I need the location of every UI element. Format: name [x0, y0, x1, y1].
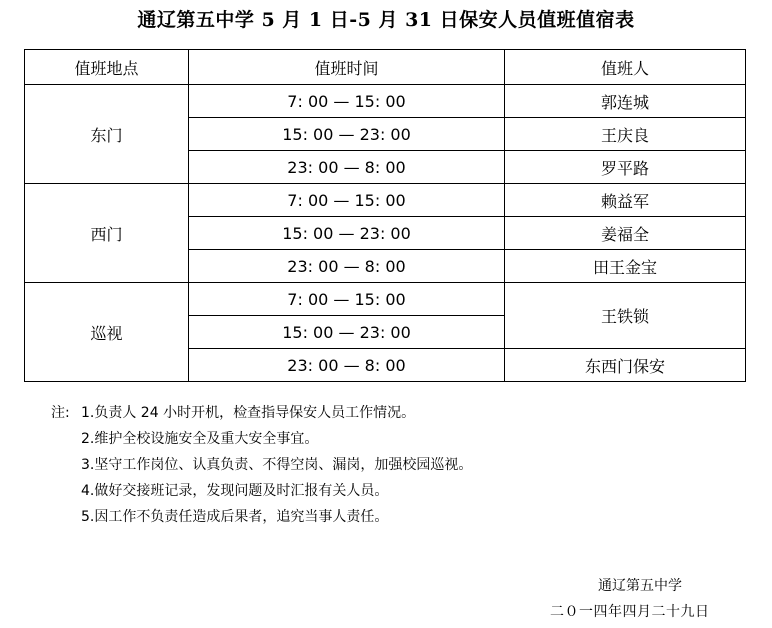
location-cell-west-gate: 西门 — [25, 184, 189, 283]
document-title: 通辽第五中学 5 月 1 日-5 月 31 日保安人员值班值宿表 — [137, 9, 635, 31]
location-cell-patrol: 巡视 — [25, 283, 189, 382]
table-row — [25, 283, 746, 316]
time-cell: 7: 00 — 15: 00 — [189, 283, 505, 316]
note-item: 2.维护全校设施安全及重大安全事宜。 — [81, 431, 319, 447]
note-text: 1.负责人 24 小时开机，检查指导保安人员工作情况。 — [81, 405, 416, 421]
location-cell-east-gate: 东门 — [25, 85, 189, 184]
time-cell: 15: 00 — 23: 00 — [189, 118, 505, 151]
signature-block — [540, 573, 732, 625]
table-row — [25, 85, 746, 118]
table-header-row — [25, 50, 746, 85]
time-cell: 15: 00 — 23: 00 — [189, 217, 505, 250]
time-cell: 15: 00 — 23: 00 — [189, 316, 505, 349]
person-cell: 东西门保安 — [505, 349, 746, 382]
header-location: 值班地点 — [25, 50, 189, 85]
signature-school: 通辽第五中学 — [598, 578, 682, 594]
notes-label: 注: — [51, 405, 70, 421]
time-cell: 7: 00 — 15: 00 — [189, 85, 505, 118]
person-cell: 郭连城 — [505, 85, 746, 118]
header-time: 值班时间 — [189, 50, 505, 85]
time-cell: 23: 00 — 8: 00 — [189, 151, 505, 184]
note-item: 4.做好交接班记录，发现问题及时汇报有关人员。 — [81, 483, 389, 499]
header-person: 值班人 — [505, 50, 746, 85]
time-cell: 23: 00 — 8: 00 — [189, 250, 505, 283]
notes-section — [51, 400, 472, 530]
duty-schedule-table — [24, 49, 746, 382]
time-cell: 23: 00 — 8: 00 — [189, 349, 505, 382]
signature-date: 二０一四年四月二十九日 — [550, 604, 710, 620]
person-cell: 罗平路 — [505, 151, 746, 184]
person-cell: 王庆良 — [505, 118, 746, 151]
person-cell: 王铁锁 — [505, 283, 746, 349]
table-row — [25, 184, 746, 217]
note-item: 3.坚守工作岗位、认真负责、不得空岗、漏岗，加强校园巡视。 — [81, 457, 473, 473]
note-item — [51, 400, 472, 426]
person-cell: 田王金宝 — [505, 250, 746, 283]
time-cell: 7: 00 — 15: 00 — [189, 184, 505, 217]
person-cell: 赖益军 — [505, 184, 746, 217]
person-cell: 姜福全 — [505, 217, 746, 250]
note-item: 5.因工作不负责任造成后果者，追究当事人责任。 — [81, 509, 389, 525]
